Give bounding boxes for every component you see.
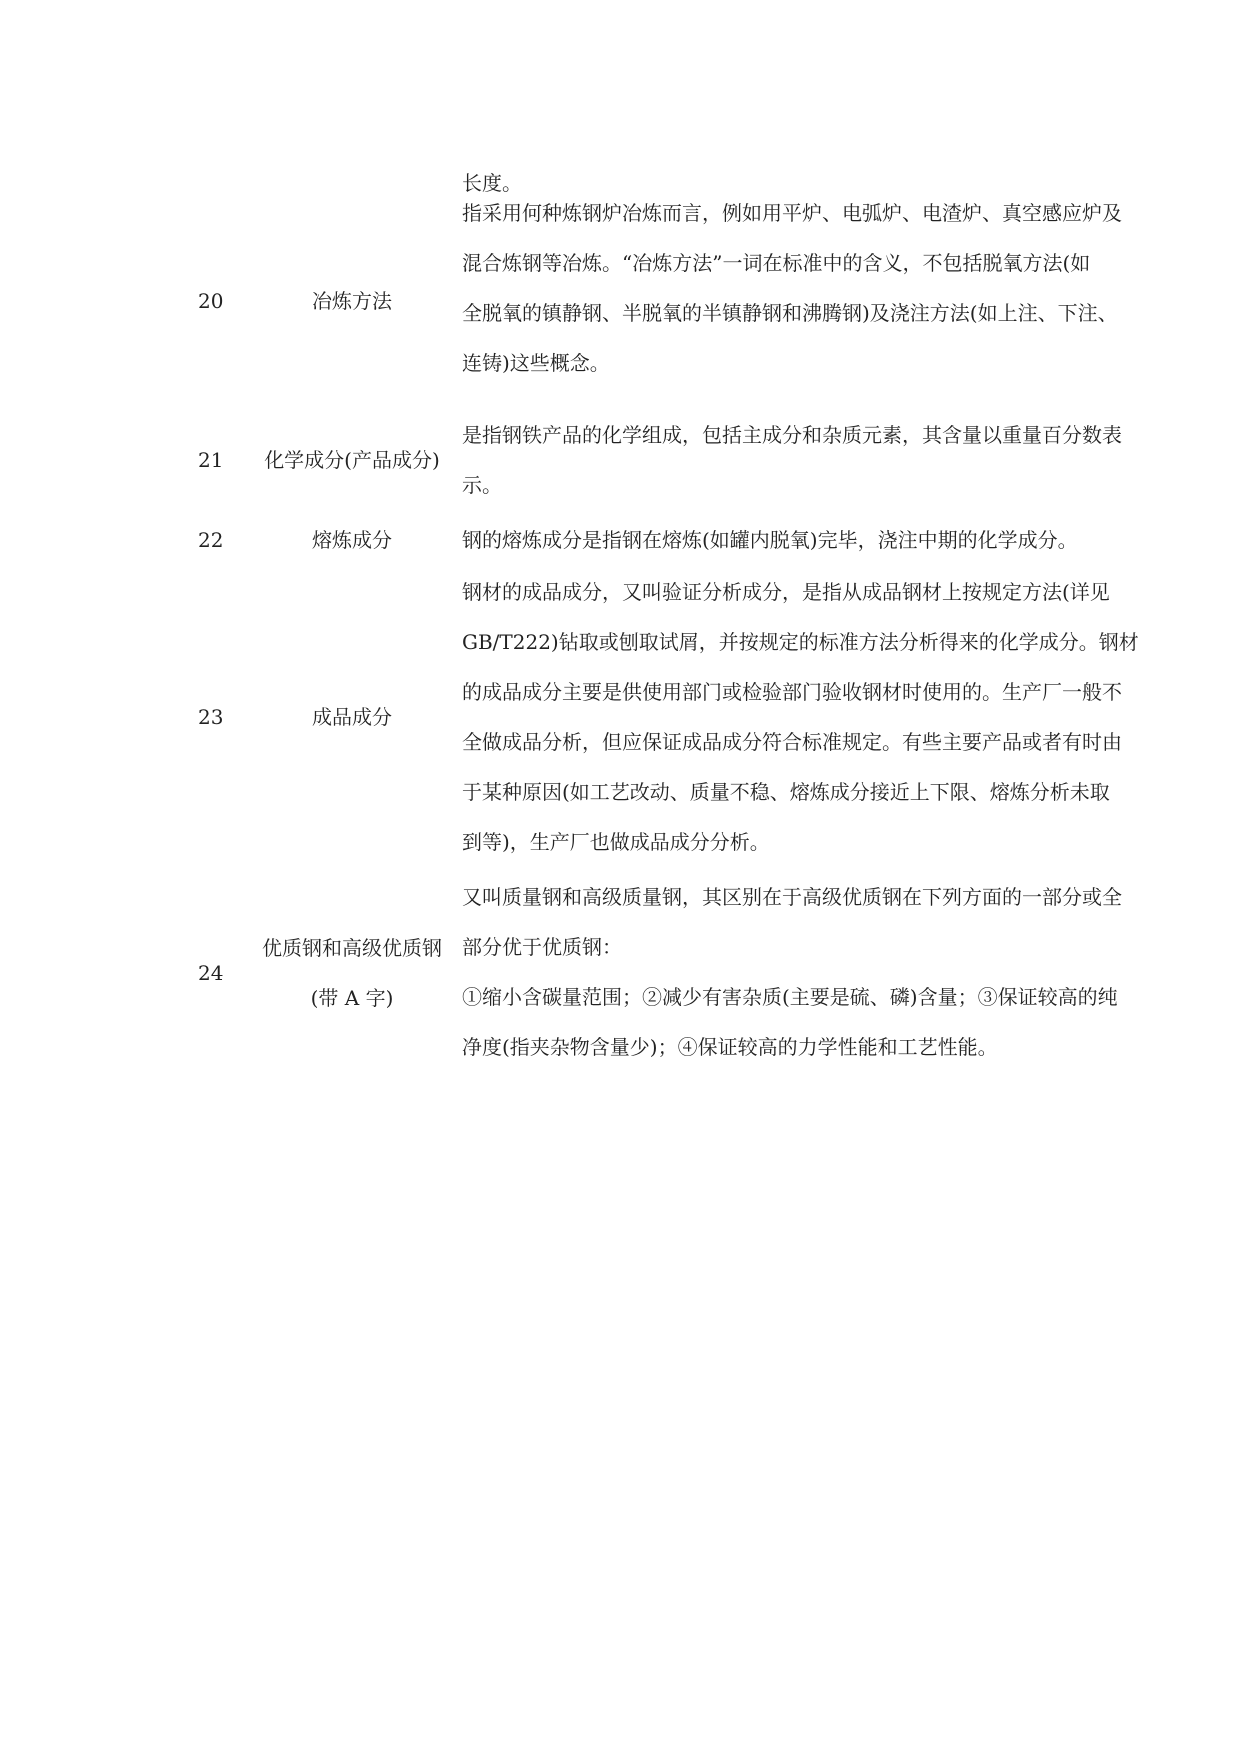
row-term: 成品成分: [312, 705, 392, 729]
row-number: 24: [198, 961, 224, 985]
row-term: 优质钢和高级优质钢: [262, 936, 442, 960]
definition-line: 全脱氧的镇静钢、半脱氧的半镇静钢和沸腾钢)及浇注方法(如上注、下注、: [462, 301, 1118, 325]
definition-line: 的成品成分主要是供使用部门或检验部门验收钢材时使用的。生产厂一般不: [462, 680, 1122, 704]
definition-line: 连铸)这些概念。: [462, 351, 610, 375]
row-number: 23: [198, 705, 224, 729]
definition-line: 净度(指夹杂物含量少)；④保证较高的力学性能和工艺性能。: [462, 1035, 998, 1059]
definition-line: GB/T222)钻取或刨取试屑，并按规定的标准方法分析得来的化学成分。钢材: [462, 630, 1139, 654]
row-term: 冶炼方法: [312, 289, 392, 313]
row-number: 21: [198, 448, 224, 472]
definition-line: 于某种原因(如工艺改动、质量不稳、熔炼成分接近上下限、熔炼分析未取: [462, 780, 1110, 804]
row-definition: [462, 567, 1174, 867]
row-number: 22: [198, 528, 224, 552]
row-definition: [462, 515, 1174, 565]
row-number: 20: [198, 289, 224, 313]
row-term: 熔炼成分: [312, 528, 392, 552]
row-definition: [462, 188, 1174, 388]
definition-line: 又叫质量钢和高级质量钢，其区别在于高级优质钢在下列方面的一部分或全: [462, 885, 1122, 909]
definition-line: 示。: [462, 473, 502, 497]
definition-line: ①缩小含碳量范围；②减少有害杂质(主要是硫、磷)含量；③保证较高的纯: [462, 985, 1118, 1009]
definition-line: 是指钢铁产品的化学组成，包括主成分和杂质元素，其含量以重量百分数表: [462, 423, 1122, 447]
definition-line: 混合炼钢等冶炼。“冶炼方法”一词在标准中的含义，不包括脱氧方法(如: [462, 251, 1091, 275]
definition-line: 到等)，生产厂也做成品成分分析。: [462, 830, 770, 854]
definition-line: 指采用何种炼钢炉冶炼而言，例如用平炉、电弧炉、电渣炉、真空感应炉及: [462, 201, 1122, 225]
row-definition: [462, 410, 1174, 510]
definition-line: 钢材的成品成分，又叫验证分析成分，是指从成品钢材上按规定方法(详见: [462, 580, 1110, 604]
definition-line: 部分优于优质钢：: [462, 935, 622, 959]
row-term: 化学成分(产品成分): [264, 448, 440, 472]
row-term-subtitle: (带 A 字): [310, 986, 394, 1010]
definition-line: 钢的熔炼成分是指钢在熔炼(如罐内脱氧)完毕，浇注中期的化学成分。: [462, 528, 1078, 552]
row-definition: [462, 872, 1174, 1072]
continuation-text: 长度。: [462, 171, 522, 195]
definition-line: 全做成品分析，但应保证成品成分符合标准规定。有些主要产品或者有时由: [462, 730, 1122, 754]
